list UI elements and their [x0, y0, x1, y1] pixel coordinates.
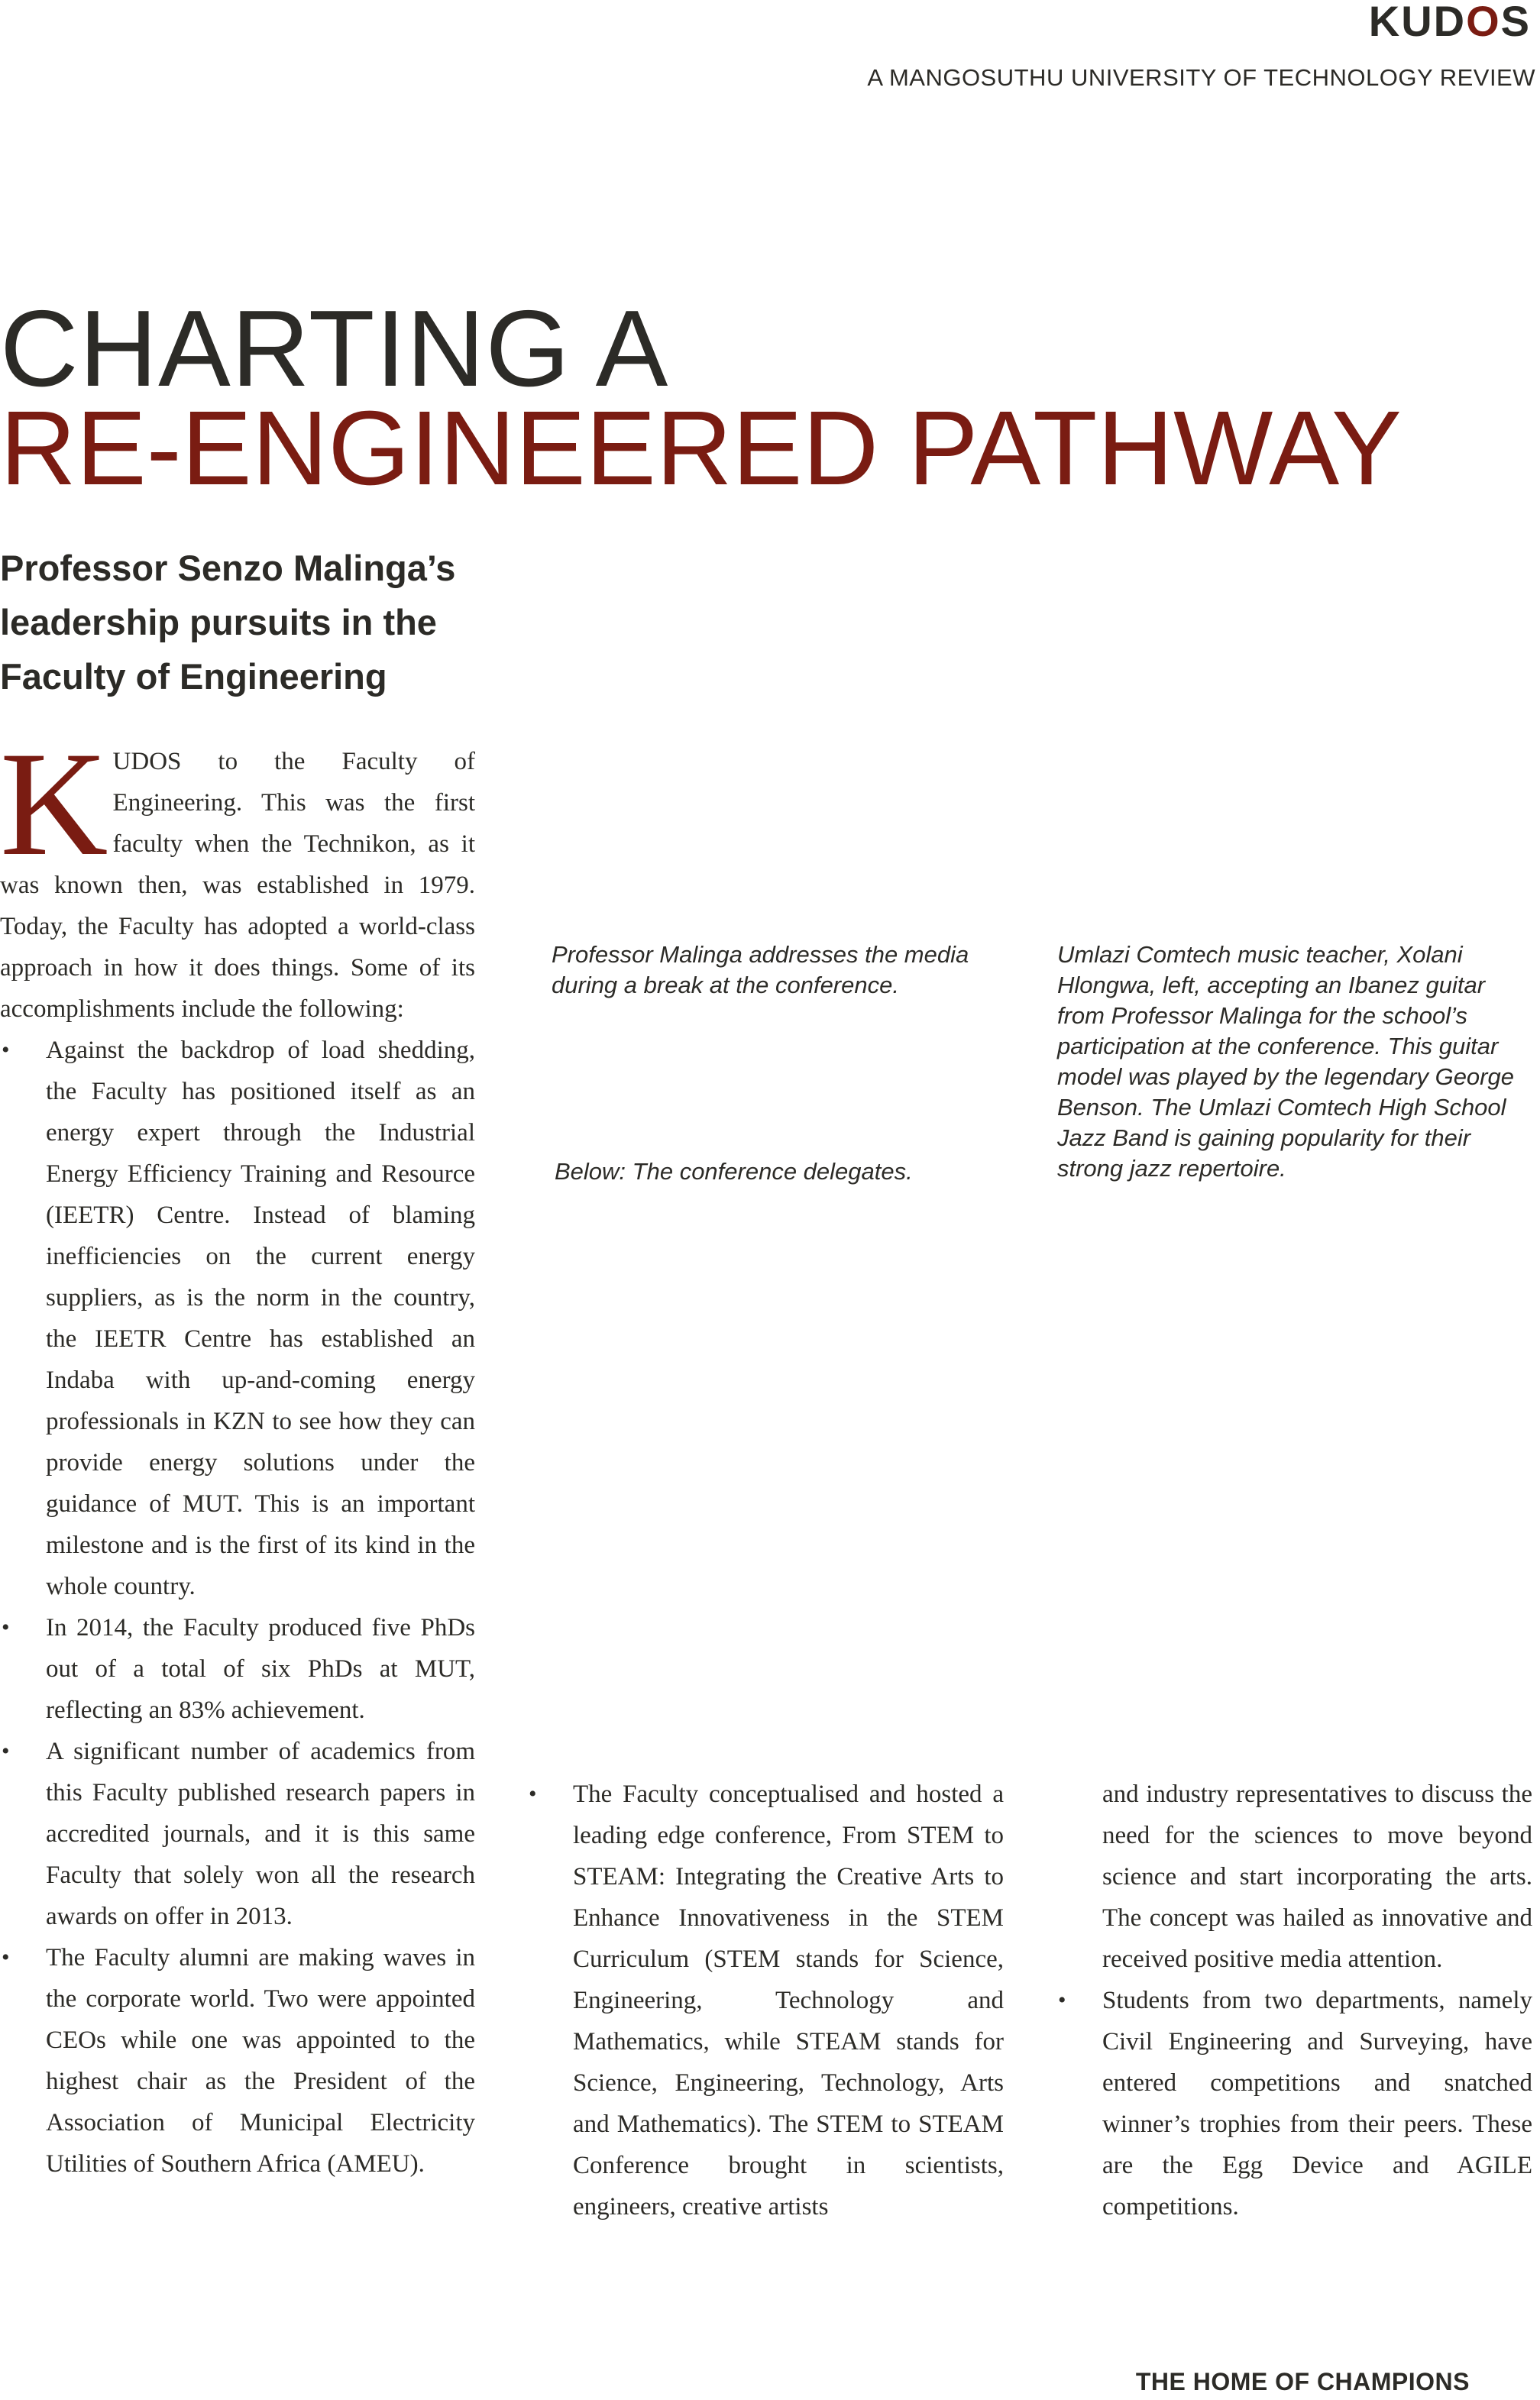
logo-accent-letter: O — [1466, 0, 1501, 45]
list-item: • Against the backdrop of load shedding, the Faculty has positioned itself as an energy expert through the Industrial Energy Efficiency Training and Resource (IEETR) Centre. Instead of blaming inefficiencies on the current energy suppliers, as is the norm in the country, the IEETR Centre has established an Indaba with up-and-coming energy professionals in KZN to see how they can provide energy solutions under the guidance of MUT. This is an important milestone and is the first of its kind in the whole country. — [0, 1030, 475, 1607]
intro-text: UDOS to the Faculty of Engineering. This was the first faculty when the Technikon, as it was known then, was established in 1979. Today, the Faculty has adopted a world-class approach in how it does things. Some of its accomplishments include the following: — [0, 748, 475, 1023]
column-2-bullets — [527, 1774, 1004, 2227]
headline-line-1: CHARTING A — [0, 288, 669, 409]
magazine-logo — [1369, 0, 1531, 43]
caption-delegates: Below: The conference delegates. — [555, 1158, 913, 1185]
list-item: • The Faculty alumni are making waves in the corporate world. Two were appointed CEOs while one was appointed to the highest chair as the President of the Association of Municipal Electricity Utilities of Southern Africa (AMEU). — [0, 1937, 475, 2185]
list-item: • Students from two departments, namely Civil Engineering and Surveying, have entered competitions and snatched winner’s trophies from their peers. These are the Egg Device and AGILE competitions. — [1056, 1980, 1532, 2227]
article-subhead: Professor Senzo Malinga’s leadership pursuits in the Faculty of Engineering — [0, 548, 456, 697]
list-item: • The Faculty conceptualised and hosted a leading edge conference, From STEM to STEAM: Integrating the Creative Arts to Enhance Innovativeness in the STEM Curriculum (STEM stands for Science, Engineering, Technology and Mathematics, while STEAM stands for Science, Engineering, Technology, Arts and Mathematics). The STEM to STEAM Conference brought in scientists, engineers, creative artists — [527, 1774, 1004, 2227]
column-1-bullets — [0, 1030, 475, 2185]
masthead-tagline: A MANGOSUTHU UNIVERSITY OF TECHNOLOGY REVIEW — [867, 64, 1535, 91]
intro-paragraph — [0, 721, 475, 1030]
logo-text-end: S — [1500, 0, 1531, 45]
list-item: • A significant number of academics from this Faculty published research papers in accredited journals, and it is this same Faculty that solely won all the research awards on offer in 2013. — [0, 1731, 475, 1937]
page-footer: THE HOME OF CHAMPIONS — [1135, 2368, 1470, 2395]
caption-media: Professor Malinga addresses the media during a break at the conference. — [552, 941, 969, 998]
caption-guitar: Umlazi Comtech music teacher, Xolani Hlongwa, left, accepting an Ibanez guitar from Professor Malinga for the school’s participation at the conference. This guitar model was played by the legendary George Benson. The Umlazi Comtech High School Jazz Band is gaining popularity for their strong jazz repertoire. — [1057, 941, 1514, 1182]
headline-line-2: RE-ENGINEERED PATHWAY — [0, 390, 1402, 507]
logo-text-start: KUD — [1368, 0, 1467, 45]
column-3-bullets — [1056, 1774, 1532, 2227]
drop-cap: K — [0, 721, 108, 887]
list-item-continued: and industry representatives to discuss the need for the sciences to move beyond science and start incorporating the arts. The concept was hailed as innovative and received positive media attention. — [1102, 1781, 1532, 1973]
list-item: • In 2014, the Faculty produced five PhDs out of a total of six PhDs at MUT, reflecting an 83% achievement. — [0, 1607, 475, 1731]
